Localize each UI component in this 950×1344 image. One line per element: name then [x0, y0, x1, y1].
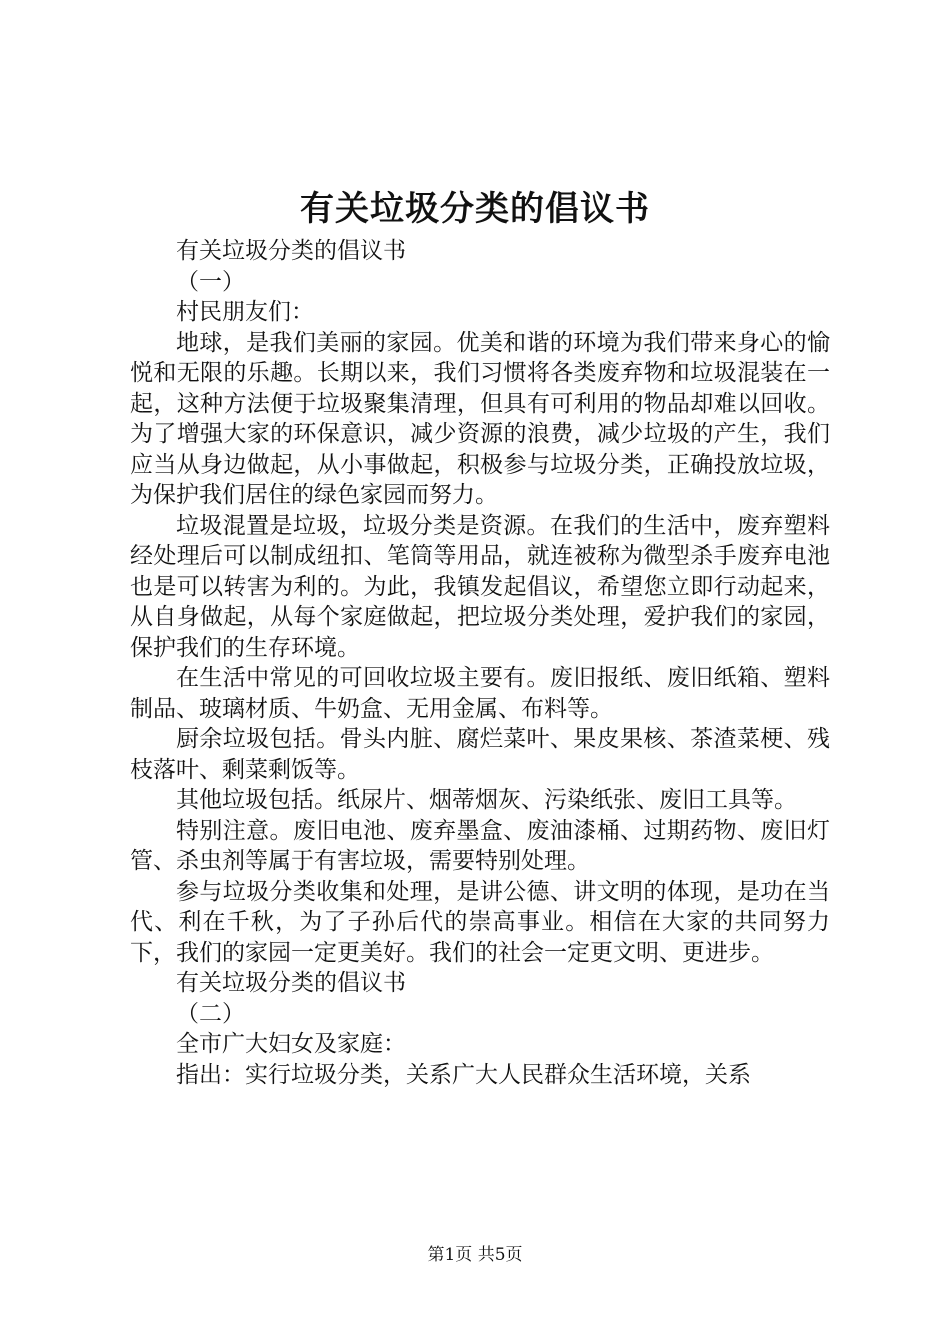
paragraph: 特别注意。废旧电池、废弃墨盒、废油漆桶、过期药物、废旧灯管、杀虫剂等属于有害垃圾，需要特别处理。 — [130, 817, 830, 874]
paragraph-section-2: （二） — [176, 1000, 245, 1027]
paragraph-section-1: （一） — [176, 268, 245, 295]
paragraph: 指出：实行垃圾分类，关系广大人民群众生活环境，关系 — [176, 1061, 751, 1088]
page-footer: 第1页 共5页 — [427, 1245, 523, 1265]
paragraph-salutation-2: 全市广大妇女及家庭： — [176, 1031, 406, 1057]
paragraph: 地球，是我们美丽的家园。优美和谐的环境为我们带来身心的愉悦和无限的乐趣。长期以来，我们习惯将各类废弃物和垃圾混装在一起，这种方法便于垃圾聚集清理，但具有可利用的物品却难以回收。为了增强大家的环保意识，减少资源的浪费，减少垃圾的产生，我们应当从身边做起，从小事做起，积极参与垃圾分类，正确投放垃圾，为保护我们居住的绿色家园而努力。 — [130, 329, 830, 508]
document-body — [130, 236, 830, 1090]
paragraph: 在生活中常见的可回收垃圾主要有。废旧报纸、废旧纸箱、塑料制品、玻璃材质、牛奶盒、无用金属、布料等。 — [130, 665, 830, 722]
paragraph-subtitle-2: 有关垃圾分类的倡议书 — [176, 970, 406, 996]
paragraph: 厨余垃圾包括。骨头内脏、腐烂菜叶、果皮果核、茶渣菜梗、残枝落叶、剩菜剩饭等。 — [130, 726, 830, 783]
paragraph-subtitle-1: 有关垃圾分类的倡议书 — [176, 238, 406, 264]
paragraph: 参与垃圾分类收集和处理，是讲公德、讲文明的体现，是功在当代、利在千秋，为了子孙后代的崇高事业。相信在大家的共同努力下，我们的家园一定更美好。我们的社会一定更文明、更进步。 — [130, 878, 830, 966]
document-title: 有关垃圾分类的倡议书 — [300, 189, 650, 229]
paragraph-salutation-1: 村民朋友们： — [176, 299, 314, 325]
paragraph: 其他垃圾包括。纸尿片、烟蒂烟灰、污染纸张、废旧工具等。 — [176, 787, 797, 813]
paragraph: 垃圾混置是垃圾，垃圾分类是资源。在我们的生活中，废弃塑料经处理后可以制成纽扣、笔筒等用品，就连被称为微型杀手废弃电池也是可以转害为利的。为此，我镇发起倡议，希望您立即行动起来，从自身做起，从每个家庭做起，把垃圾分类处理，爱护我们的家园，保护我们的生存环境。 — [130, 512, 830, 661]
